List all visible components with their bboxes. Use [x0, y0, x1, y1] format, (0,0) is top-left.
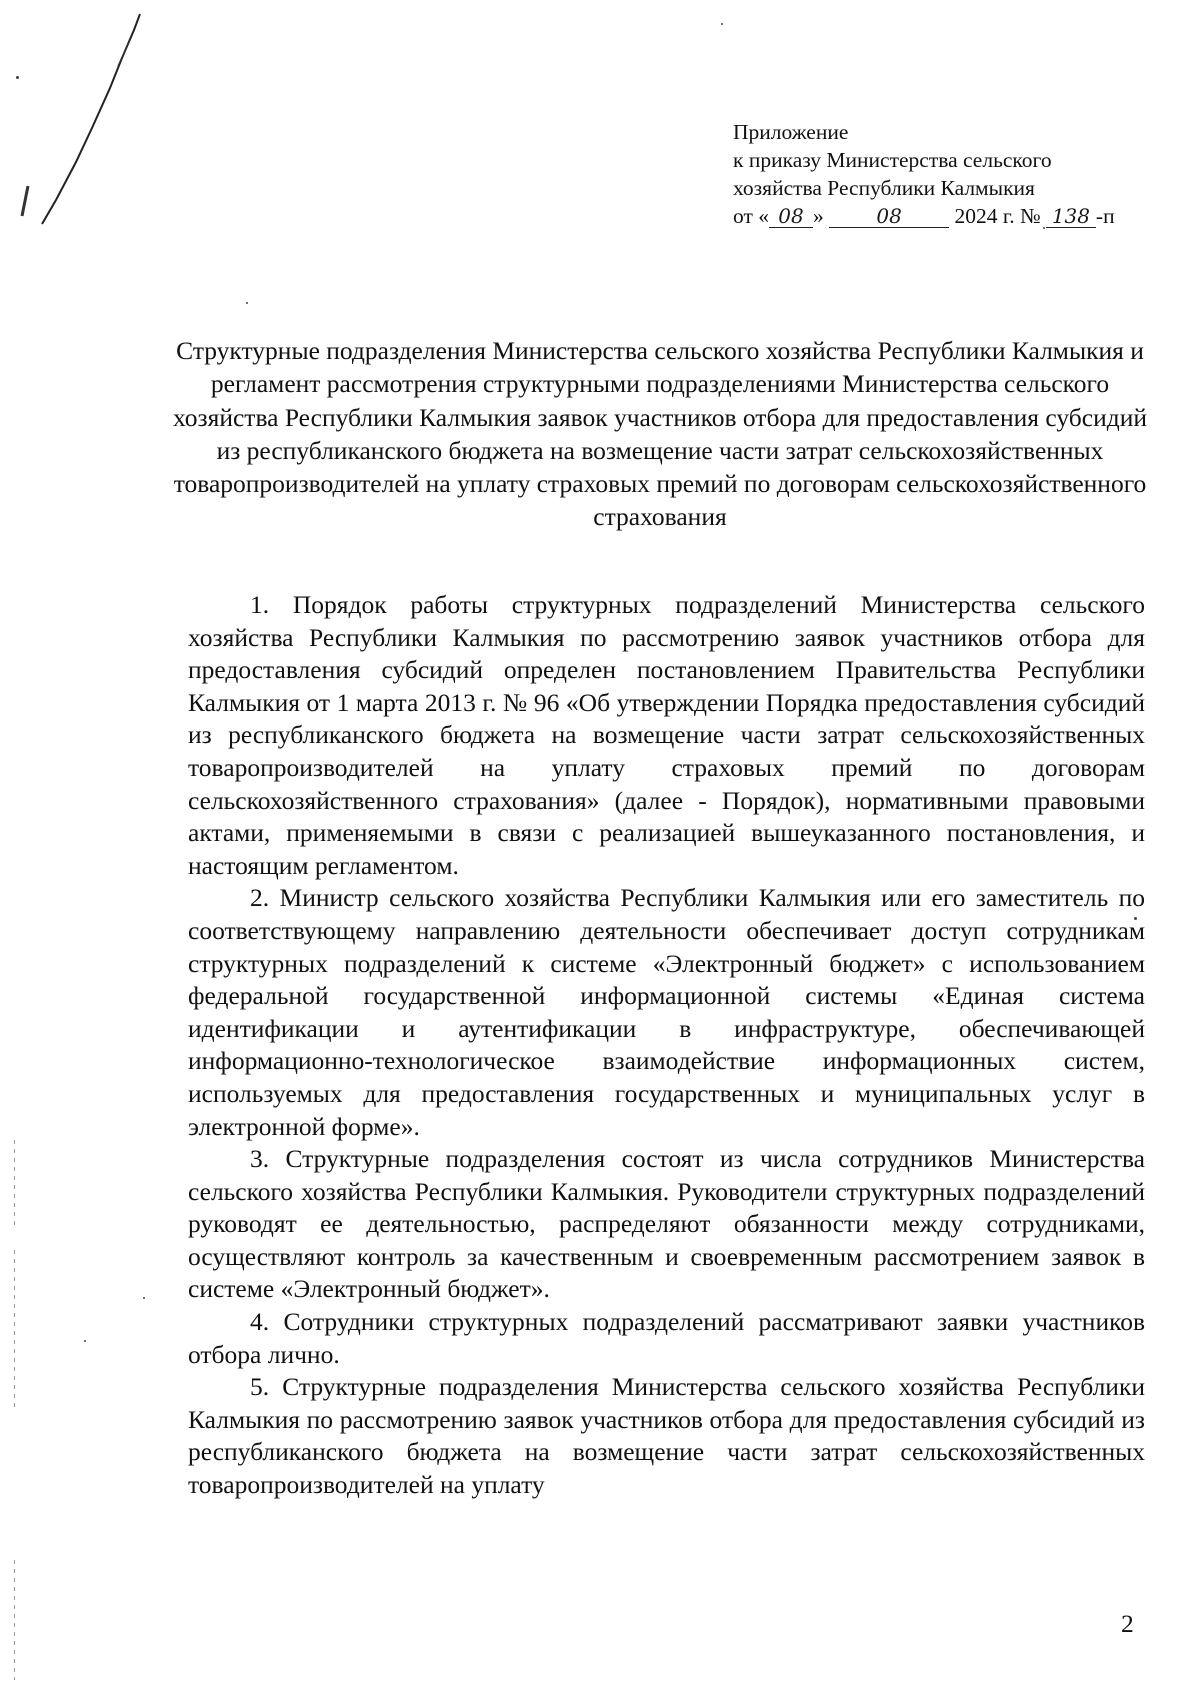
paragraph-2: 2. Министр сельского хозяйства Республики Калмыкия или его заместитель по соответствующему направлению деятельности обеспечивает доступ сотрудникам структурных подразделений к системе «Электронный бюджет» с использованием федеральной государственной информационной системы «Единая система идентификации и аутентификации в инфраструктуре, обеспечивающей информационно-технологическое взаимодействие информационных систем, используемых для предоставления государственных и муниципальных услуг в электронной форме». — [188, 883, 1145, 1141]
document-title: Структурные подразделения Министерства сельского хозяйства Республики Калмыкия и регламент рассмотрения структурными подразделениями Министерства сельского хозяйства Республики Калмыкия заявок участников отбора для предоставления субсидий из республиканского бюджета на возмещение части затрат сельскохозяйственных товаропроизводителей на уплату страховых премий по договорам сельскохозяйственного страхования — [173, 336, 1147, 532]
date-mid: » — [813, 204, 824, 228]
scan-speck — [16, 76, 19, 79]
date-year: 2024 г. № — [954, 204, 1041, 228]
page-number: 2 — [1121, 1609, 1134, 1638]
handwritten-order-number: 138 — [1046, 205, 1096, 228]
appendix-order-reference: к приказу Министерства сельского — [733, 148, 1052, 172]
paragraph-3: 3. Структурные подразделения состоят из числа сотрудников Министерства сельского хозяйства Республики Калмыкия. Руководители структурных подразделений руководят ее деятельностью, распределяют обязанности между сотрудниками, осуществляют контроль за качественным и своевременным рассмотрением заявок в системе «Электронный бюджет». — [188, 1144, 1145, 1304]
handwritten-day: 08 — [769, 205, 813, 228]
handwritten-month: 08 — [829, 205, 949, 228]
appendix-label: Приложение — [733, 120, 849, 144]
handwritten-stroke-mark — [18, 10, 148, 230]
document-body — [188, 589, 1145, 1502]
paragraph-5: 5. Структурные подразделения Министерства сельского хозяйства Республики Калмыкия по рассмотрению заявок участников отбора для предоставления субсидий из республиканского бюджета на возмещение части затрат сельскохозяйственных товаропроизводителей на уплату — [188, 1372, 1145, 1500]
paragraph-1: 1. Порядок работы структурных подразделений Министерства сельского хозяйства Республики Калмыкия по рассмотрению заявок участников отбора для предоставления субсидий определен постановлением Правительства Республики Калмыкия от 1 марта 2013 г. № 96 «Об утверждении Порядка предоставления субсидий из республиканского бюджета на возмещение части затрат сельскохозяйственных товаропроизводителей на уплату страховых премий по договорам сельскохозяйственного страхования» (далее - Порядок), нормативными правовыми актами, применяемыми в связи с реализацией вышеуказанного постановления, и настоящим регламентом. — [188, 590, 1145, 880]
scan-speck — [84, 1340, 86, 1342]
paragraph-4: 4. Сотрудники структурных подразделений рассматривают заявки участников отбора лично. — [188, 1307, 1145, 1369]
appendix-date-line — [733, 202, 1153, 230]
scan-edge-artifact — [14, 1140, 15, 1230]
appendix-ministry: хозяйства Республики Калмыкия — [733, 176, 1035, 200]
scan-edge-artifact — [14, 1250, 15, 1410]
scan-speck — [721, 23, 723, 25]
appendix-header — [733, 118, 1153, 230]
order-suffix: -п — [1095, 204, 1115, 228]
scan-speck — [246, 302, 248, 304]
scan-speck — [143, 1297, 145, 1299]
date-prefix: от « — [733, 204, 769, 228]
scan-edge-artifact — [14, 1560, 15, 1680]
